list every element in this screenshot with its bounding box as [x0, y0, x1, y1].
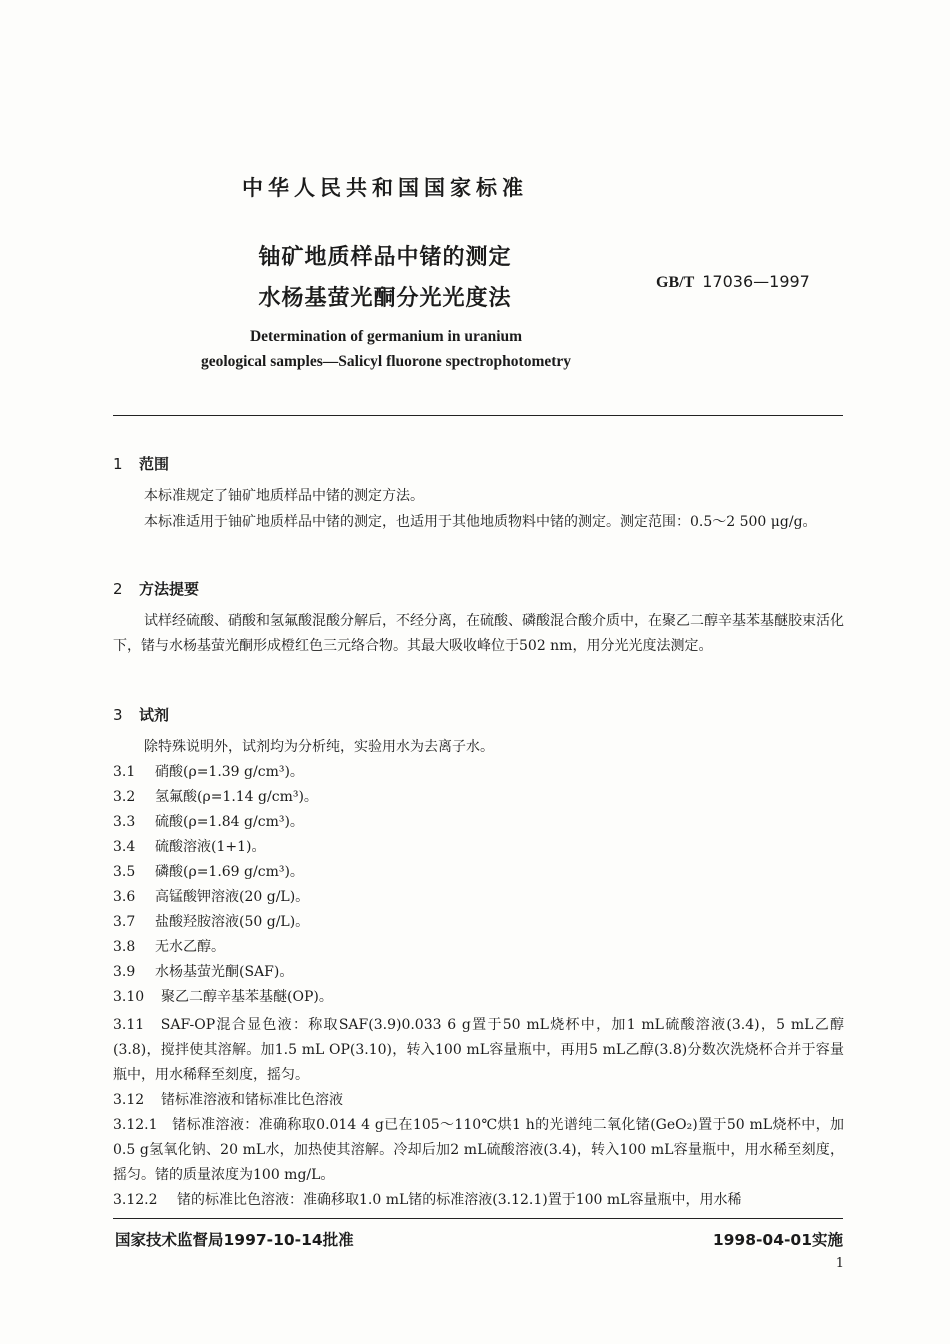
- reagent-item-3-12-1: 3.12.1 锗标准溶液：准确称取0.014 4 g已在105～110℃烘1 h的光谱纯二氧化锗(GeO₂)置于50 mL烧杯中，加0.5 g氢氧化钠、20 mL水，加热使其溶解。冷却后加2 mL硫酸溶液(3.4)，转入100 mL容量瓶中，用水稀至刻度，摇匀。锗的质量浓度为100 mg/L。: [113, 1117, 844, 1183]
- document-title-line2: 水杨基萤光酮分光光度法: [258, 286, 512, 311]
- national-standard-heading: 中华人民共和国国家标准: [242, 176, 528, 200]
- reagent-item: 3.8 无水乙醇。: [113, 939, 225, 955]
- implementation-date: 1998-04-01实施: [712, 1231, 843, 1249]
- reagent-item: 3.4 硫酸溶液(1+1)。: [113, 839, 266, 855]
- reagent-item: 3.10 聚乙二醇辛基苯基醚(OP)。: [113, 989, 333, 1005]
- reagent-item: 3.1 硝酸(ρ=1.39 g/cm³)。: [113, 764, 304, 780]
- reagent-item: 3.9 水杨基萤光酮(SAF)。: [113, 964, 294, 980]
- section-1-heading: [113, 453, 169, 474]
- document-title-line1: 铀矿地质样品中锗的测定: [258, 245, 512, 270]
- standard-code-prefix: GB/T: [656, 274, 695, 291]
- standard-code-number: 17036—1997: [702, 272, 810, 291]
- page-number: 1: [835, 1256, 844, 1271]
- section-number: 3: [113, 706, 123, 724]
- reagent-item: 3.5 磷酸(ρ=1.69 g/cm³)。: [113, 864, 304, 880]
- approval-note: 国家技术监督局1997-10-14批准: [115, 1231, 354, 1249]
- section-1-paragraph-2: 本标准适用于铀矿地质样品中锗的测定，也适用于其他地质物料中锗的测定。测定范围：0.5～2 500 μg/g。: [144, 514, 817, 530]
- footer-divider: [113, 1218, 843, 1219]
- section-3-heading: [113, 704, 169, 725]
- section-3-intro: 除特殊说明外，试剂均为分析纯，实验用水为去离子水。: [144, 739, 494, 755]
- section-2-heading: [113, 578, 199, 599]
- reagent-item: 3.3 硫酸(ρ=1.84 g/cm³)。: [113, 814, 304, 830]
- section-title: 试剂: [139, 706, 170, 724]
- section-1-paragraph-1: 本标准规定了铀矿地质样品中锗的测定方法。: [144, 488, 424, 504]
- header-divider: [113, 415, 843, 416]
- reagent-item-3-12-2: 3.12.2 锗的标准比色溶液：准确移取1.0 mL锗的标准溶液(3.12.1)置于100 mL容量瓶中，用水稀: [113, 1192, 742, 1208]
- standard-code: [656, 272, 810, 292]
- reagent-item: 3.7 盐酸羟胺溶液(50 g/L)。: [113, 914, 310, 930]
- reagent-item: 3.6 高锰酸钾溶液(20 g/L)。: [113, 889, 310, 905]
- english-title-line1: Determination of germanium in uranium: [249, 328, 523, 345]
- reagent-item-3-12: 3.12 锗标准溶液和锗标准比色溶液: [113, 1092, 343, 1108]
- english-title-line2: geological samples—Salicyl fluorone spectrophotometry: [200, 353, 572, 370]
- reagent-item-3-11: 3.11 SAF-OP混合显色液：称取SAF(3.9)0.033 6 g置于50 mL烧杯中，加1 mL硫酸溶液(3.4)，5 mL乙醇(3.8)，搅拌使其溶解。加1.5 mL OP(3.10)，转入100 mL容量瓶中，再用5 mL乙醇(3.8)分数次洗烧杯合并于容量瓶中，用水稀释至刻度，摇匀。: [113, 1017, 844, 1083]
- section-number: 2: [113, 580, 123, 598]
- section-number: 1: [113, 455, 123, 473]
- reagent-item: 3.2 氢氟酸(ρ=1.14 g/cm³)。: [113, 789, 318, 805]
- section-2-paragraph: 试样经硫酸、硝酸和氢氟酸混酸分解后，不经分离，在硫酸、磷酸混合酸介质中，在聚乙二醇辛基苯基醚胶束活化下，锗与水杨基萤光酮形成橙红色三元络合物。其最大吸收峰位于502 nm，用分光光度法测定。: [113, 613, 844, 654]
- section-title: 范围: [139, 455, 170, 473]
- section-title: 方法提要: [139, 580, 200, 598]
